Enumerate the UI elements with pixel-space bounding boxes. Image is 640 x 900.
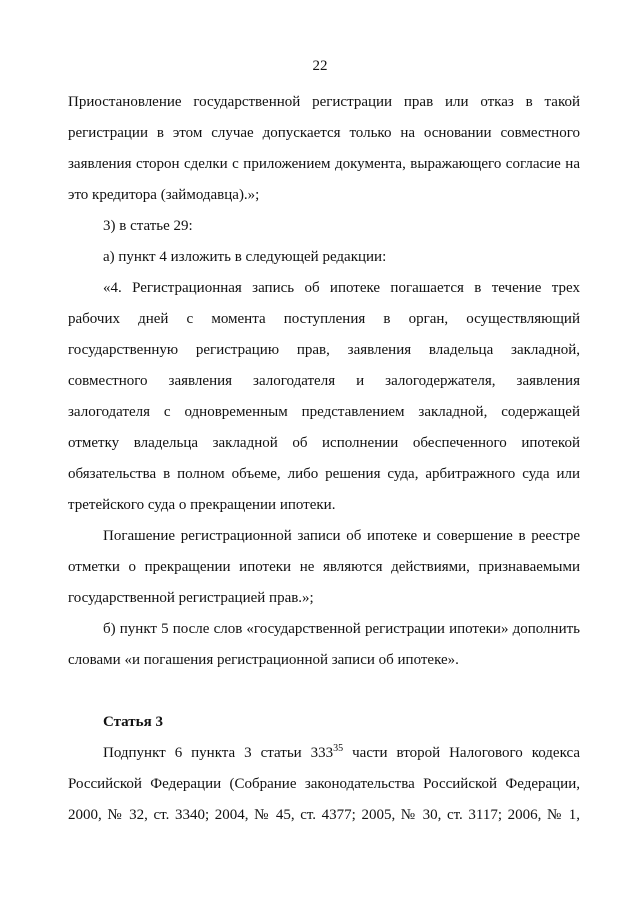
paragraph-line: залогодателя с одновременным представлением закладной, содержащей [68, 404, 580, 420]
article-text: части второй Налогового кодекса [343, 745, 580, 761]
paragraph-line: б) пункт 5 после слов «государственной регистрации ипотеки» дополнить [103, 621, 580, 637]
paragraph-line: Погашение регистрационной записи об ипотеке и совершение в реестре [103, 528, 580, 544]
article-text: Подпункт 6 пункта 3 статьи 333 [103, 745, 334, 761]
paragraph-line: третейского суда о прекращении ипотеки. [68, 497, 336, 513]
paragraph-line: отметки о прекращении ипотеки не являются действиями, признаваемыми [68, 559, 580, 575]
paragraph-line: это кредитора (займодавца).»; [68, 187, 260, 203]
paragraph-line: государственную регистрацию прав, заявления владельца закладной, [68, 342, 580, 358]
paragraph-line: государственной регистрацией прав.»; [68, 590, 314, 606]
paragraph-line: Приостановление государственной регистрации прав или отказ в такой [68, 94, 580, 110]
paragraph-line: а) пункт 4 изложить в следующей редакции: [103, 249, 387, 265]
paragraph-line [103, 743, 580, 763]
paragraph-line: рабочих дней с момента поступления в орган, осуществляющий [68, 311, 580, 327]
footnote-superscript: 35 [333, 743, 344, 754]
paragraph-line: словами «и погашения регистрационной записи об ипотеке». [68, 652, 459, 668]
paragraph-line: совместного заявления залогодателя и залогодержателя, заявления [68, 373, 580, 389]
paragraph-line: регистрации в этом случае допускается только на основании совместного [68, 125, 580, 141]
paragraph-line: «4. Регистрационная запись об ипотеке погашается в течение трех [103, 280, 580, 296]
paragraph-line: обязательства в полном объеме, либо решения суда, арбитражного суда или [68, 466, 580, 482]
page-number: 22 [312, 58, 328, 74]
paragraph-line: заявления сторон сделки с приложением документа, выражающего согласие на [68, 156, 580, 172]
paragraph-line: отметку владельца закладной об исполнении обеспеченного ипотекой [68, 435, 580, 451]
paragraph-line: 3) в статье 29: [103, 218, 193, 234]
paragraph-line: Российской Федерации (Собрание законодательства Российской Федерации, [68, 776, 580, 792]
paragraph-line: 2000, № 32, ст. 3340; 2004, № 45, ст. 4377; 2005, № 30, ст. 3117; 2006, № 1, [68, 807, 580, 823]
article-heading: Статья 3 [103, 714, 163, 730]
